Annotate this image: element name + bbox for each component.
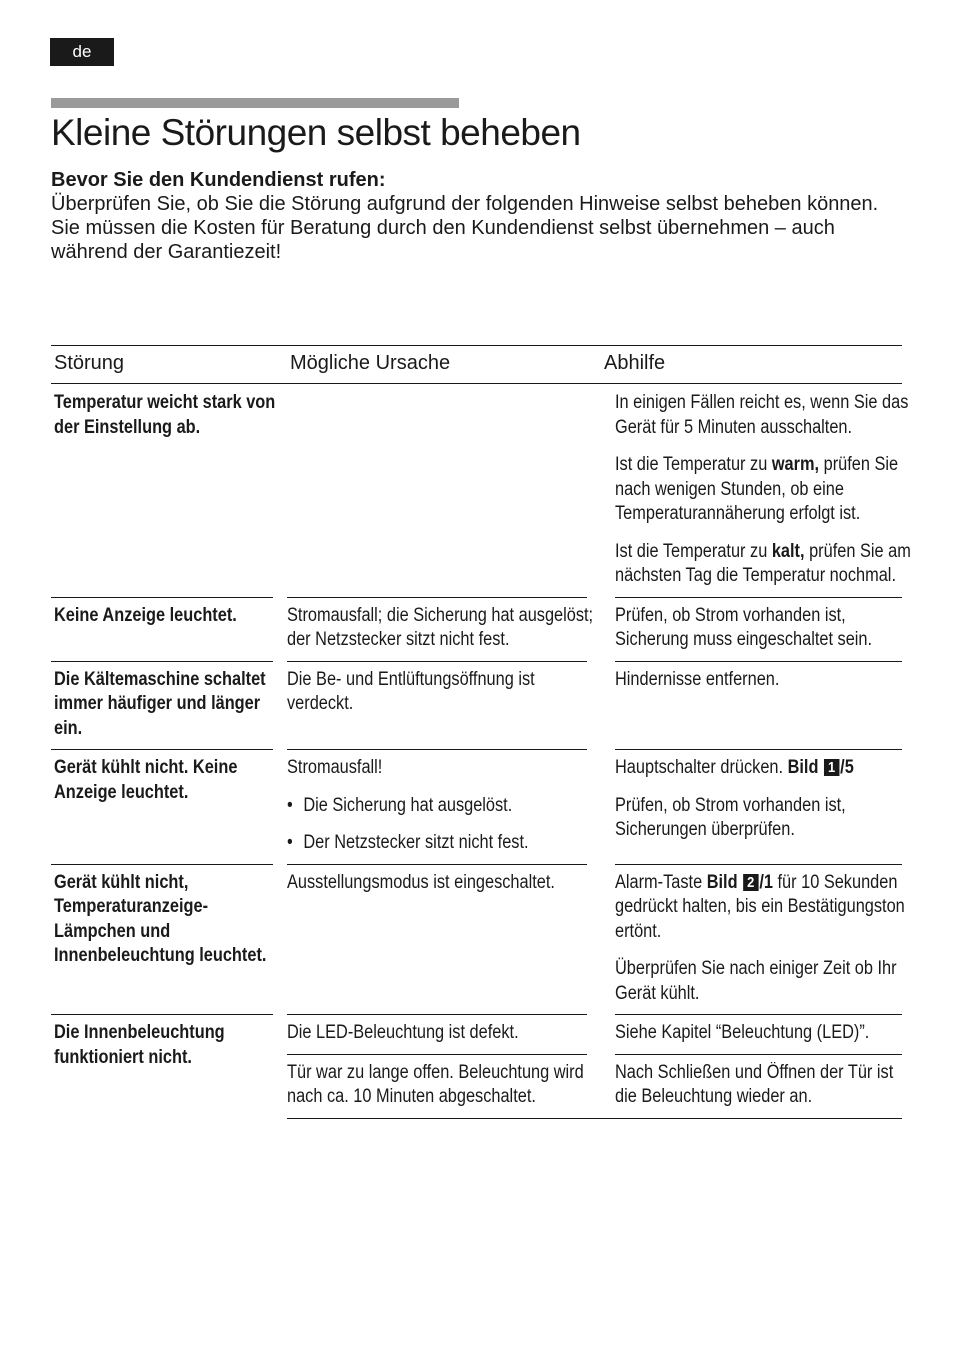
remedy-text: Ist die Temperatur zu warm, prüfen Sie nach wenigen Stunden, ob eine Temperaturannäherung erfolgt ist. xyxy=(615,454,899,524)
remedy-text: In einigen Fällen reicht es, wenn Sie das Gerät für 5 Minuten ausschalten. xyxy=(615,392,909,438)
table-row xyxy=(51,864,902,1015)
remedy-text: Siehe Kapitel “Beleuchtung (LED)”. xyxy=(615,1022,870,1043)
figure-number-badge: 1 xyxy=(824,759,839,776)
remedy-text: Prüfen, ob Strom vorhanden ist, Sicherung muss eingeschaltet sein. xyxy=(615,604,873,650)
remedy-text: Prüfen, ob Strom vorhanden ist, Sicherungen überprüfen. xyxy=(615,794,846,840)
intro-lead: Bevor Sie den Kundendienst rufen: xyxy=(51,169,386,191)
remedy-cell xyxy=(601,749,902,864)
fault-text: Gerät kühlt nicht, Temperaturanzeige-Lämpchen und Innenbeleuchtung leuchtet. xyxy=(54,871,267,966)
fault-cell xyxy=(51,661,287,750)
cause-cell xyxy=(287,384,601,597)
fault-text: Keine Anzeige leuchtet. xyxy=(54,604,237,626)
fault-text: Temperatur weicht stark von der Einstellung ab. xyxy=(54,392,276,438)
remedy-cell xyxy=(601,1054,902,1119)
fault-cell xyxy=(51,1014,287,1118)
table-header-row xyxy=(51,346,902,384)
fault-text: Die Kältemaschine schaltet immer häufiger und länger ein. xyxy=(54,668,266,739)
remedy-text: Alarm-Taste Bild 2 /1 für 10 Sekunden gedrückt halten, bis ein Bestätigungston ertönt. xyxy=(615,871,905,942)
cause-text: Stromausfall! xyxy=(287,757,383,778)
remedy-cell xyxy=(601,661,902,750)
remedy-text: Hindernisse entfernen. xyxy=(615,668,780,690)
remedy-cell xyxy=(601,1014,902,1054)
fault-cell xyxy=(51,384,287,597)
header-remedy: Abhilfe xyxy=(601,346,902,384)
fault-cell xyxy=(51,597,287,661)
fault-text: Die Innenbeleuchtung funktioniert nicht. xyxy=(54,1022,225,1068)
cause-cell xyxy=(287,597,601,661)
fault-cell xyxy=(51,749,287,864)
intro-section xyxy=(51,168,891,264)
title-accent-bar xyxy=(51,98,459,108)
remedy-cell xyxy=(601,864,905,1015)
cause-text: Die Be- und Entlüftungsöffnung ist verdeckt. xyxy=(287,668,535,714)
list-item: • Der Netzstecker sitzt nicht fest. xyxy=(287,831,600,856)
remedy-text: Überprüfen Sie nach einiger Zeit ob Ihr Gerät kühlt. xyxy=(615,958,897,1004)
table-row xyxy=(51,597,902,661)
figure-number-badge: 2 xyxy=(743,874,758,891)
header-cause: Mögliche Ursache xyxy=(287,346,601,384)
intro-paragraph-2: Sie müssen die Kosten für Beratung durch den Kundendienst selbst übernehmen – auch während der Garantiezeit! xyxy=(51,217,835,263)
cause-text: Tür war zu lange offen. Beleuchtung wird nach ca. 10 Minuten abgeschaltet. xyxy=(287,1061,584,1107)
table-row xyxy=(51,749,902,864)
cause-text: Stromausfall; die Sicherung hat ausgelöst; der Netzstecker sitzt nicht fest. xyxy=(287,604,594,650)
cause-cell xyxy=(287,749,601,864)
troubleshooting-table xyxy=(51,345,911,1119)
remedy-cell xyxy=(601,597,902,661)
language-tag: de xyxy=(50,38,114,66)
remedy-cell xyxy=(601,384,911,597)
cause-cell xyxy=(287,1014,601,1054)
cause-cell xyxy=(287,1054,601,1119)
remedy-text: Ist die Temperatur zu kalt, prüfen Sie am nächsten Tag die Temperatur nochmal. xyxy=(615,540,911,586)
table-row xyxy=(51,1014,902,1054)
cause-text: Die LED-Beleuchtung ist defekt. xyxy=(287,1022,519,1043)
page-title: Kleine Störungen selbst beheben xyxy=(51,112,581,153)
header-fault: Störung xyxy=(51,346,287,384)
fault-cell xyxy=(51,864,287,1015)
intro-paragraph-1: Überprüfen Sie, ob Sie die Störung aufgrund der folgenden Hinweise selbst beheben können. xyxy=(51,193,879,215)
cause-text: Ausstellungsmodus ist eingeschaltet. xyxy=(287,871,555,893)
remedy-text: Hauptschalter drücken. Bild 1 /5 xyxy=(615,757,854,778)
fault-text: Gerät kühlt nicht. Keine Anzeige leuchtet. xyxy=(54,757,238,803)
remedy-text: Nach Schließen und Öffnen der Tür ist die Beleuchtung wieder an. xyxy=(615,1061,894,1107)
list-item: • Die Sicherung hat ausgelöst. xyxy=(287,794,600,819)
table-row xyxy=(51,384,902,597)
cause-cell xyxy=(287,661,601,750)
cause-cell xyxy=(287,864,601,1015)
table-row xyxy=(51,661,902,750)
